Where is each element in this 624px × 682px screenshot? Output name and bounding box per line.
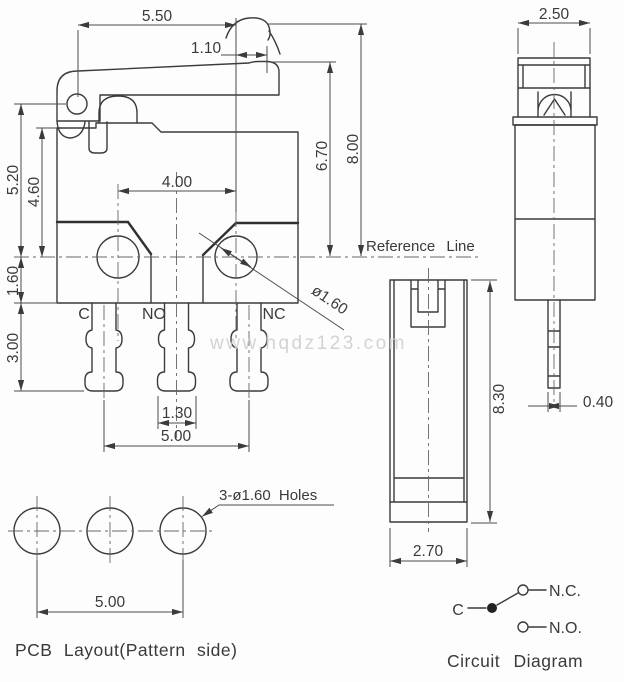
circuit-switch-blade: [497, 593, 518, 605]
side-view: [513, 6, 613, 412]
dim-label-1.10: 1.10: [190, 40, 222, 57]
extension-lines: [14, 18, 367, 452]
front-view: [5, 8, 482, 452]
body-recess: [151, 254, 203, 303]
back-view: [390, 268, 508, 567]
dim-label-5.50: 5.50: [141, 8, 173, 25]
side-flange: [513, 117, 597, 125]
back-extension-lines: [390, 280, 497, 567]
centerlines: [104, 172, 249, 438]
circuit-diagram-title: Circuit Diagram: [447, 651, 584, 671]
dim-label-2.50: 2.50: [538, 6, 570, 23]
switch-body: [57, 123, 298, 303]
back-slot: [411, 280, 445, 327]
pcb-layout-title: PCB Layout(Pattern side): [15, 640, 238, 660]
pcb-holes-leader: [202, 505, 334, 517]
pin-label-no: NO: [142, 306, 166, 323]
dim-label-1.30: 1.30: [161, 405, 193, 422]
pcb-holes-note: 3-ø1.60 Holes: [219, 487, 318, 504]
circuit-label-no: N.O.: [549, 620, 582, 637]
body-ledge-right: [203, 223, 298, 255]
dim-label-4.00: 4.00: [161, 174, 193, 191]
lever-arm: [57, 62, 279, 122]
circuit-no-contact: [518, 622, 528, 632]
circuit-nc-contact: [518, 585, 528, 595]
dim-label-0.40: 0.40: [582, 394, 614, 411]
pcb-layout: [8, 487, 334, 660]
dim-label-4.60: 4.60: [26, 176, 43, 208]
circuit-label-nc: N.C.: [549, 583, 581, 600]
dim-label-8.30: 8.30: [491, 383, 508, 415]
dim-label-3.00: 3.00: [5, 332, 22, 364]
side-body: [515, 125, 595, 300]
lever-hook: [57, 121, 85, 138]
dim-label-1.60: 1.60: [5, 265, 22, 297]
circuit-common-contact: [487, 603, 497, 613]
watermark: www.hqdz123.com: [210, 333, 407, 354]
plunger-dome: [99, 96, 137, 123]
pcb-centerlines: [8, 496, 215, 566]
dim-label-2.70: 2.70: [412, 543, 444, 560]
dim-label-hole-dia: ø1.60: [308, 282, 351, 319]
dim-label-8.00: 8.00: [345, 133, 362, 165]
lever-pivot-hole: [67, 94, 87, 114]
dim-label-5.00-pcb: 5.00: [94, 594, 126, 611]
side-plunger: [538, 92, 571, 117]
circuit-diagram: [447, 583, 583, 671]
lever-catch-tab: [89, 122, 107, 153]
pin-label-nc: NC: [262, 306, 286, 323]
dim-label-6.70: 6.70: [314, 140, 331, 172]
dim-label-5.00-pins: 5.00: [160, 428, 192, 445]
lever-tip-curl: [226, 18, 280, 54]
pin-label-c: C: [78, 306, 90, 323]
circuit-label-c: C: [452, 602, 464, 619]
dim-label-5.20: 5.20: [5, 164, 22, 196]
reference-line-label: Reference Line: [366, 238, 475, 255]
